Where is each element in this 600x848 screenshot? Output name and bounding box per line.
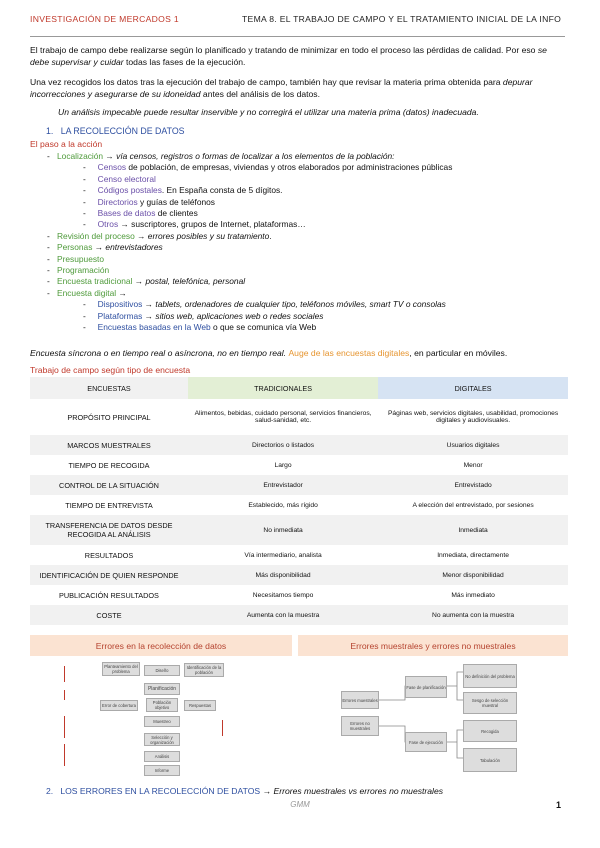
section-1-heading [46, 126, 185, 136]
row-label: PROPÓSITO PRINCIPAL [67, 412, 151, 422]
band-errores-muestrales: Errores muestrales y errores no muestrales [298, 635, 568, 656]
list-item-presupuesto: - Presupuesto [47, 253, 105, 264]
list-subitem-censos: - Censos de población, de empresas, viviendas y otros elaborados por administraciones públicas [83, 162, 453, 173]
cell-digital: Inmediata, directamente [437, 551, 509, 559]
cell-digital: Más inmediato [451, 591, 495, 599]
list-subitem-bases-de-datos: - Bases de datos de clientes [83, 208, 198, 219]
table-row [30, 545, 568, 565]
cell-digital: No aumenta con la muestra [378, 605, 568, 625]
diagram-box: Planteamiento del problema [102, 662, 140, 676]
header-divider [30, 36, 565, 37]
table-title: Trabajo de campo según tipo de encuesta [30, 365, 191, 375]
diagram-box: Selección y organización [144, 733, 180, 746]
diagram-errores-recoleccion [60, 660, 230, 776]
row-label: TRANSFERENCIA DE DATOS DESDE RECOGIDA AL ANÁLISIS [30, 515, 188, 545]
list-subitem-encuestas-web: - Encuestas basadas en la Web o que se comunica vía Web [83, 322, 317, 333]
cell-digital: Usuarios digitales [378, 435, 568, 455]
diagram-box: Informe [144, 765, 180, 776]
band-errores-recoleccion: Errores en la recolección de datos [30, 635, 292, 656]
row-label: MARCOS MUESTRALES [30, 435, 188, 455]
row-label: TIEMPO DE ENTREVISTA [65, 500, 153, 510]
row-label: COSTE [30, 605, 188, 625]
list-subitem-codigos-postales: - Códigos postales. En España consta de 5 dígitos. [83, 185, 283, 196]
header-tradicionales: TRADICIONALES [188, 377, 378, 399]
table-header-row [30, 377, 568, 399]
diagram-box: No definición del problema [463, 664, 517, 688]
list-item-localizacion: - Localización → vía censos, registros o formas de localizar a los elementos de la población: [47, 151, 395, 161]
diagram-box: Muestreo [144, 716, 180, 727]
cell-digital: A elección del entrevistado, por sesiones [412, 501, 534, 509]
diagram-box: Sesgo de selección muestral [463, 692, 517, 714]
diagram-box: Tabulación [463, 748, 517, 772]
diagram-errores-muestrales [335, 660, 525, 776]
row-label: CONTROL DE LA SITUACIÓN [30, 475, 188, 495]
table-row [30, 515, 568, 545]
table-row [30, 495, 568, 515]
diagram-box: Errores no muestrales [341, 716, 379, 736]
list-item-revision: - Revisión del proceso → errores posibles y su tratamiento. [47, 230, 272, 241]
procedure-list [0, 151, 600, 334]
table-row [30, 399, 568, 435]
diagram-box: Fase de planificación [405, 676, 447, 698]
survey-comparison-table [30, 377, 568, 625]
diagram-box: Respuestas [184, 700, 216, 711]
list-item-programacion: - Programación [47, 265, 110, 276]
cell-tradicional: Más disponibilidad [188, 565, 378, 585]
intro-paragraph-1: El trabajo de campo debe realizarse según lo planificado y tratando de minimizar en todo el proceso las pérdidas de calidad. Por eso se debe supervisar y cuidar todas las fases de la ejecución. [30, 45, 547, 68]
intro-quote: Un análisis impecable puede resultar inservible y no corregirá el utilizar una materia prima (datos) inadecuada. [58, 107, 479, 117]
diagram-box: Población objetivo [146, 698, 178, 712]
section-1-number: 1. [46, 126, 54, 136]
header-topic-title: TEMA 8. EL TRABAJO DE CAMPO Y EL TRATAMIENTO INICIAL DE LA INFO [242, 14, 562, 24]
row-label: RESULTADOS [84, 550, 134, 560]
diagram-box: Identificación de la población [184, 663, 224, 677]
cell-tradicional: Largo [274, 461, 292, 469]
table-row [30, 585, 568, 605]
diagram-red-annotation [64, 666, 97, 682]
table-row [30, 565, 568, 585]
diagram-box: Error de cobertura [100, 700, 138, 711]
header-encuestas: ENCUESTAS [30, 377, 188, 399]
diagram-box: Análisis [144, 751, 180, 762]
cell-tradicional: Directorios o listados [188, 435, 378, 455]
intro-paragraph-2: Una vez recogidos los datos tras la ejecución del trabajo de campo, también hay que revisar la materia prima obtenida para depurar incorrecciones y asegurarse de su idoneidad antes del análisis de los datos. [30, 77, 533, 100]
sync-async-note: Encuesta síncrona o en tiempo real o asíncrona, no en tiempo real. Auge de las encuestas digitales, en particular en móviles. [30, 348, 508, 358]
header-digitales: DIGITALES [378, 377, 568, 399]
page-number: 1 [556, 800, 562, 810]
row-label: IDENTIFICACIÓN DE QUIEN RESPONDE [30, 565, 188, 585]
section-2-heading: 2. LOS ERRORES EN LA RECOLECCIÓN DE DATOS → Errores muestrales vs errores no muestrales [46, 786, 444, 796]
list-item-personas: - Personas → entrevistadores [47, 242, 163, 253]
list-subitem-otros: - Otros → suscriptores, grupos de Internet, plataformas… [83, 219, 306, 230]
cell-tradicional: Vía intermediario, analista [244, 551, 322, 559]
row-label: TIEMPO DE RECOGIDA [68, 460, 150, 470]
section-1-title: LA RECOLECCIÓN DE DATOS [60, 126, 185, 136]
list-subitem-plataformas: - Plataformas → sitios web, aplicaciones web o redes sociales [83, 310, 324, 321]
diagram-box: Planificación [144, 683, 180, 695]
cell-digital: Inmediata [378, 515, 568, 545]
table-row [30, 435, 568, 455]
diagram-box: Errores muestrales [341, 691, 379, 709]
header-course-title: INVESTIGACIÓN DE MERCADOS 1 [30, 14, 179, 24]
list-subitem-censo-electoral: - Censo electoral [83, 173, 156, 184]
diagram-box: Diseño [144, 665, 180, 676]
diagram-box: Fase de ejecución [405, 732, 447, 752]
cell-tradicional: Necesitamos tiempo [252, 591, 314, 599]
diagram-box: Recogida [463, 720, 517, 742]
cell-tradicional: Establecido, más rígido [248, 501, 318, 509]
cell-tradicional: Aumenta con la muestra [188, 605, 378, 625]
list-item-encuesta-digital: - Encuesta digital → [47, 287, 127, 298]
diagram-red-annotation [64, 716, 97, 738]
diagram-red-annotation [188, 720, 223, 736]
cell-digital: Entrevistado [378, 475, 568, 495]
section-2-number: 2. [46, 786, 54, 796]
row-label: PUBLICACIÓN RESULTADOS [59, 590, 159, 600]
table-row [30, 605, 568, 625]
cell-tradicional: No inmediata [188, 515, 378, 545]
cell-digital: Menor [463, 461, 483, 469]
list-subitem-directorios: - Directorios y guías de teléfonos [83, 196, 215, 207]
section-1-subtitle: El paso a la acción [30, 139, 103, 149]
diagram-red-annotation [64, 690, 97, 700]
cell-tradicional: Alimentos, bebidas, cuidado personal, servicios financieros, salud-sanidad, etc. [194, 410, 372, 424]
list-subitem-dispositivos: - Dispositivos → tablets, ordenadores de cualquier tipo, teléfonos móviles, smart TV o consolas [83, 299, 446, 310]
diagram-red-annotation [64, 744, 97, 766]
table-row [30, 475, 568, 495]
list-item-encuesta-tradicional: - Encuesta tradicional → postal, telefónica, personal [47, 276, 246, 287]
section-2-title: LOS ERRORES EN LA RECOLECCIÓN DE DATOS [60, 786, 261, 796]
section-2-desc: Errores muestrales vs errores no muestrales [273, 786, 444, 796]
cell-tradicional: Entrevistador [188, 475, 378, 495]
cell-digital: Páginas web, servicios digitales, usabilidad, promociones digitales y audiovisuales. [387, 410, 559, 424]
table-row [30, 455, 568, 475]
cell-digital: Menor disponibilidad [378, 565, 568, 585]
footer-author: GMM [290, 800, 310, 809]
